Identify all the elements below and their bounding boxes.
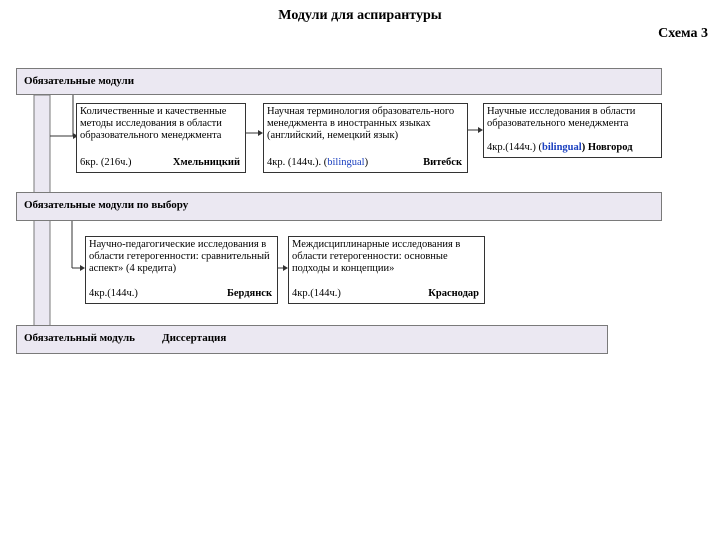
module-text: Междисциплинарные исследования в области гетерогенности: основные подходы и концепции» (292, 239, 461, 274)
elective-modules-label: Обязательные модули по выбору (24, 199, 189, 211)
module-text: Научная терминология образователь-ного менеджмента в иностранных языках (английский, немецкий язык) (267, 106, 455, 141)
module-city: Хмельницкий (172, 157, 240, 168)
bilingual-label: bilingual (327, 157, 365, 168)
page-title: Модули для аспирантуры (278, 8, 442, 23)
module-city: Витебск (423, 157, 462, 168)
module-credits-group (487, 142, 633, 154)
final-module-label: Обязательный модуль (24, 332, 135, 344)
module-credits: 4кр. (144ч.). ( (267, 157, 328, 168)
module-box (263, 103, 468, 173)
module-credits-end: ) (581, 142, 586, 153)
scheme-label: Схема 3 (658, 26, 708, 41)
module-text: Научно-педагогические исследования в области гетерогенности: сравнительный аспект» (4 кредита) (89, 239, 270, 274)
module-credits: 4кр.(144ч.) (292, 288, 341, 299)
required-modules-label: Обязательные модули (24, 75, 135, 87)
module-city: Бердянск (226, 288, 272, 299)
module-box (76, 103, 246, 173)
module-credits: 6кр. (216ч.) (80, 157, 132, 168)
module-city: Новгород (587, 142, 633, 153)
module-credits: 4кр.(144ч.) (89, 288, 138, 299)
module-box (288, 236, 485, 304)
dissertation-label: Диссертация (162, 332, 227, 344)
final-module-band (16, 325, 608, 354)
bilingual-label: bilingual (542, 142, 582, 153)
module-text: Количественные и качественные методы исследования в области образовательного менеджмента (80, 106, 227, 141)
module-box (85, 236, 278, 304)
module-credits-end: ) (364, 157, 369, 168)
module-box (483, 103, 662, 158)
module-text: Научные исследования в области образовательного менеджмента (487, 106, 636, 129)
elective-modules-band (16, 192, 662, 221)
module-city: Краснодар (428, 288, 479, 299)
module-credits-group (267, 157, 368, 169)
required-modules-band (16, 68, 662, 95)
module-credits: 4кр.(144ч.) ( (487, 142, 542, 153)
